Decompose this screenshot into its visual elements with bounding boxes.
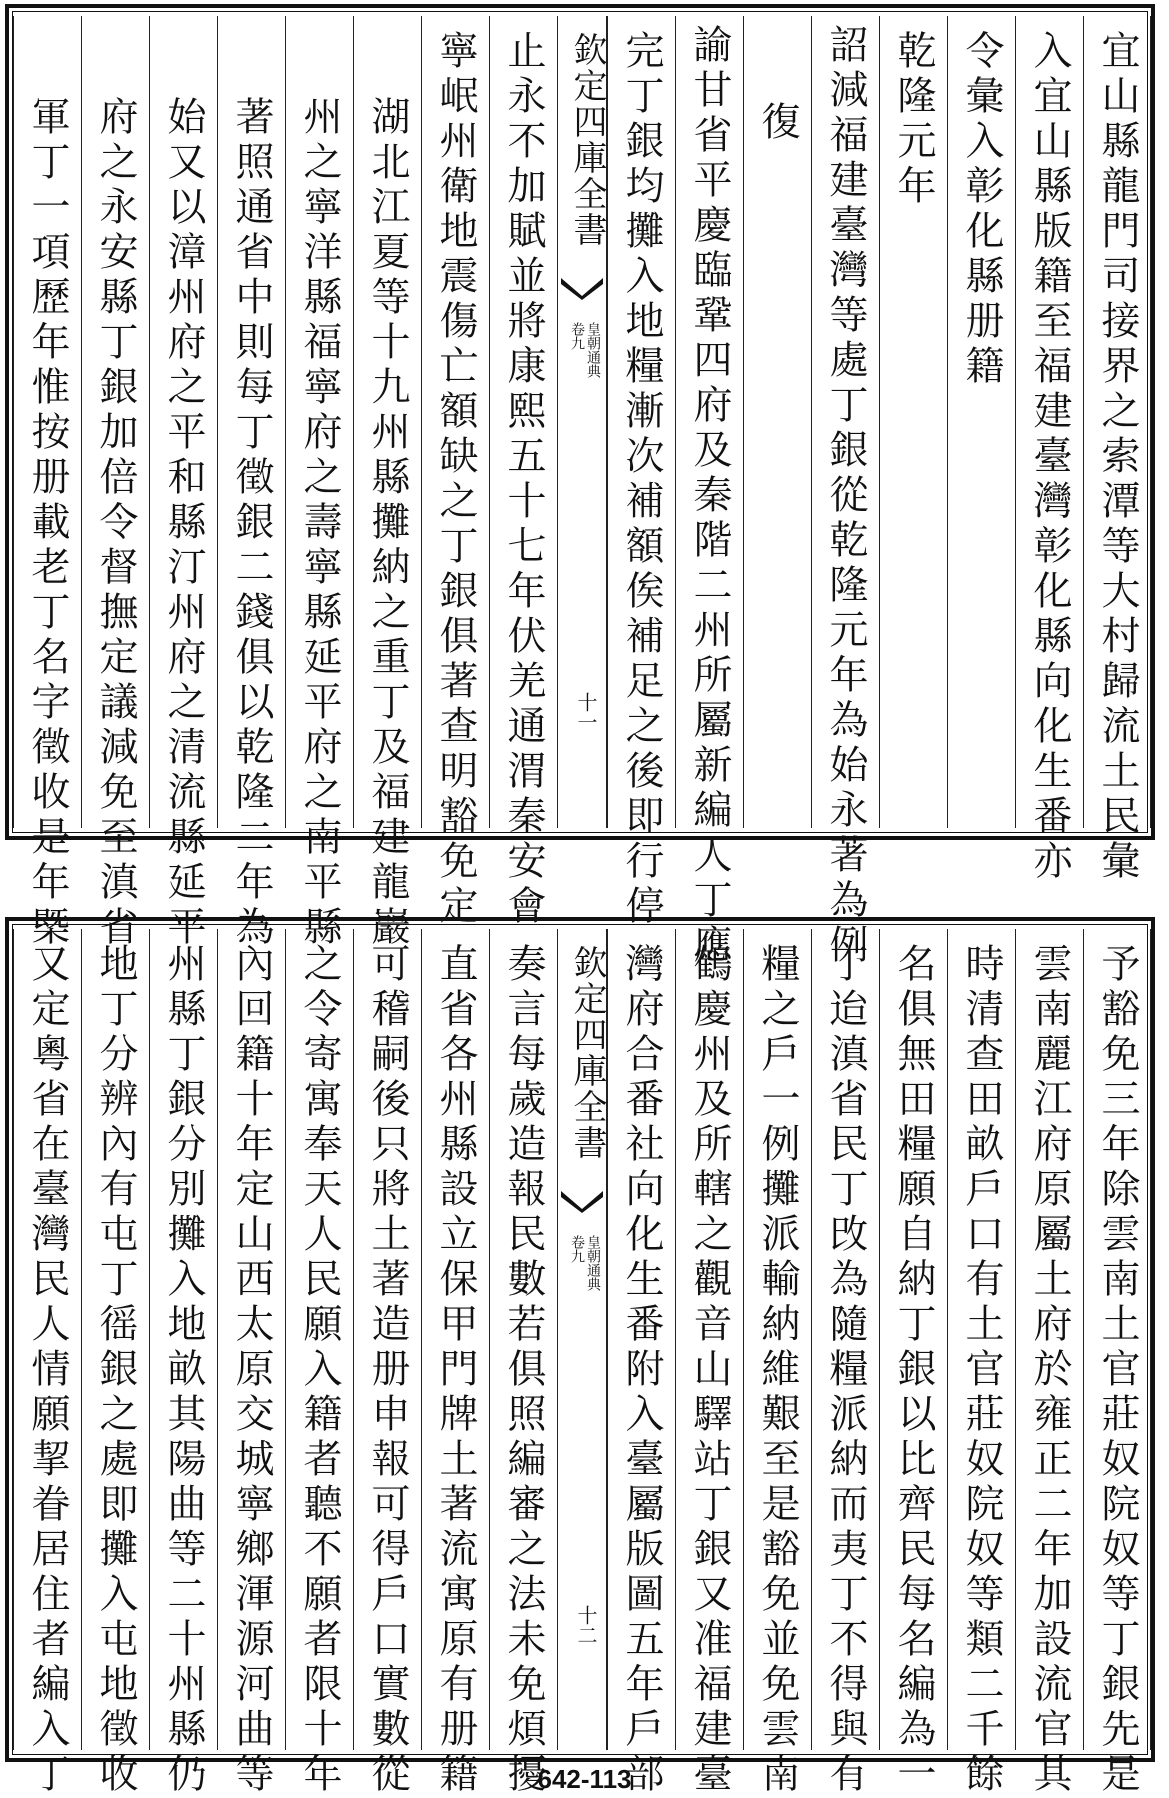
text-column <box>947 929 1015 1798</box>
text-column <box>811 929 879 1798</box>
text-column <box>217 929 285 1798</box>
text-column <box>149 16 217 951</box>
text-column <box>149 929 217 1798</box>
text-column <box>879 929 947 1798</box>
text-column <box>353 929 421 1798</box>
text-column <box>1083 16 1151 885</box>
column-text: 州縣丁銀分別攤入地畝其陽曲等二十州縣仍 <box>161 943 206 1798</box>
column-text: 又定粵省在臺灣民人情願挈眷居住者編入丁 <box>25 943 70 1798</box>
text-column <box>607 16 675 930</box>
page-gutter <box>557 929 607 1750</box>
text-column <box>675 929 743 1798</box>
text-column <box>421 16 489 930</box>
text-column <box>1015 929 1083 1798</box>
text-column <box>81 16 149 951</box>
text-column <box>1083 929 1151 1798</box>
column-text: 始又以漳州府之平和縣汀州府之清流縣延平 <box>161 96 206 951</box>
column-text: 軍丁一項歷年惟按册載老丁名字徵收是年槩 <box>25 96 70 951</box>
column-text: 丁迨滇省民丁攺為隨糧派納而夷丁不得與有 <box>823 943 868 1798</box>
column-text: 之令寄寓奉天人民願入籍者聽不願者限十年 <box>297 943 342 1798</box>
leaf-number: 十二 <box>574 1605 598 1645</box>
column-text: 鶴慶州及所轄之觀音山驛站丁銀又准福建臺 <box>687 943 732 1798</box>
column-text: 可稽嗣後只將土著造册申報可得戶口實數從 <box>365 943 410 1798</box>
column-text: 湖北江夏等十九州縣攤納之重丁及福建龍巖 <box>365 96 410 951</box>
text-column <box>947 16 1015 828</box>
text-column <box>285 16 353 951</box>
column-text: 乾隆元年 <box>891 30 936 210</box>
text-column <box>353 16 421 951</box>
column-text: 令彙入彰化縣册籍 <box>959 30 1004 390</box>
top-page <box>5 4 1155 969</box>
column-text: 州之寧洋縣福寧府之壽寧縣延平府之南平縣 <box>297 96 342 951</box>
text-column <box>489 929 557 1798</box>
column-text: 奏言每歲造報民數若俱照編審之法未免煩擾 <box>501 943 546 1798</box>
text-column <box>13 929 81 1798</box>
column-text: 止永不加賦並將康熙五十七年伏羌通渭秦安會 <box>501 30 546 930</box>
column-text: 地丁分辨內有屯丁徭銀之處即攤入屯地徵收 <box>93 943 138 1798</box>
column-text: 內回籍十年定山西太原交城寧鄉渾源河曲等 <box>229 943 274 1798</box>
column-text: 著照通省中則每丁徵銀二錢俱以乾隆二年為 <box>229 96 274 951</box>
column-text: 直省各州縣設立保甲門牌土著流寓原有册籍 <box>433 943 478 1798</box>
column-text: 完丁銀均攤入地糧漸次補額俟補足之後即行停 <box>619 30 664 930</box>
column-text: 名俱無田糧願自納丁銀以比齊民每名編為一 <box>891 943 936 1798</box>
text-column <box>217 16 285 951</box>
volume-number: 卷九 <box>569 1235 585 1263</box>
book-name: 皇朝通典 <box>585 1235 601 1291</box>
text-column <box>489 16 557 930</box>
column-text: 雲南麗江府原屬土府於雍正二年加設流官其 <box>1027 943 1072 1798</box>
text-column <box>421 929 489 1798</box>
fish-tail-mark-icon <box>561 1191 603 1213</box>
column-text: 復 <box>755 101 800 146</box>
book-name: 皇朝通典 <box>585 322 601 378</box>
column-text: 詔減福建臺灣等處丁銀從乾隆元年為始永著為例 <box>823 24 868 969</box>
text-column <box>811 16 879 969</box>
book-title: 欽定四庫全書 <box>567 32 607 248</box>
text-column <box>879 16 947 828</box>
text-column <box>607 929 675 1798</box>
column-text: 予豁免三年除雲南土官莊奴院奴等丁銀先是 <box>1095 943 1140 1798</box>
page-number: 642-113 <box>537 1764 632 1794</box>
text-column <box>81 929 149 1798</box>
volume-number: 卷九 <box>569 322 585 350</box>
column-text: 府之永安縣丁銀加倍令督撫定議減免至滇省 <box>93 96 138 951</box>
leaf-number: 十一 <box>574 692 598 732</box>
column-text: 諭甘省平慶臨鞏四府及秦階二州所屬新編人丁應 <box>687 24 732 969</box>
text-column <box>675 16 743 969</box>
fish-tail-mark-icon <box>561 278 603 300</box>
column-text: 入宜山縣版籍至福建臺灣彰化縣向化生番亦 <box>1027 30 1072 885</box>
column-text: 時清查田畝戶口有土官莊奴院奴等類二千餘 <box>959 943 1004 1798</box>
column-text: 灣府合番社向化生番附入臺屬版圖五年戶部 <box>619 943 664 1798</box>
text-column <box>743 16 811 828</box>
text-column <box>743 929 811 1798</box>
column-text: 寧岷州衛地震傷亡額缺之丁銀俱著查明豁免定 <box>433 30 478 930</box>
text-column <box>13 16 81 951</box>
book-title: 欽定四庫全書 <box>567 945 607 1161</box>
text-column <box>285 929 353 1798</box>
column-text: 糧之戶一例攤派輸納維艱至是豁免並免雲南 <box>755 943 800 1798</box>
column-text: 宜山縣龍門司接界之索潭等大村歸流土民彙 <box>1095 30 1140 885</box>
page-gutter <box>557 16 607 828</box>
text-column <box>1015 16 1083 885</box>
